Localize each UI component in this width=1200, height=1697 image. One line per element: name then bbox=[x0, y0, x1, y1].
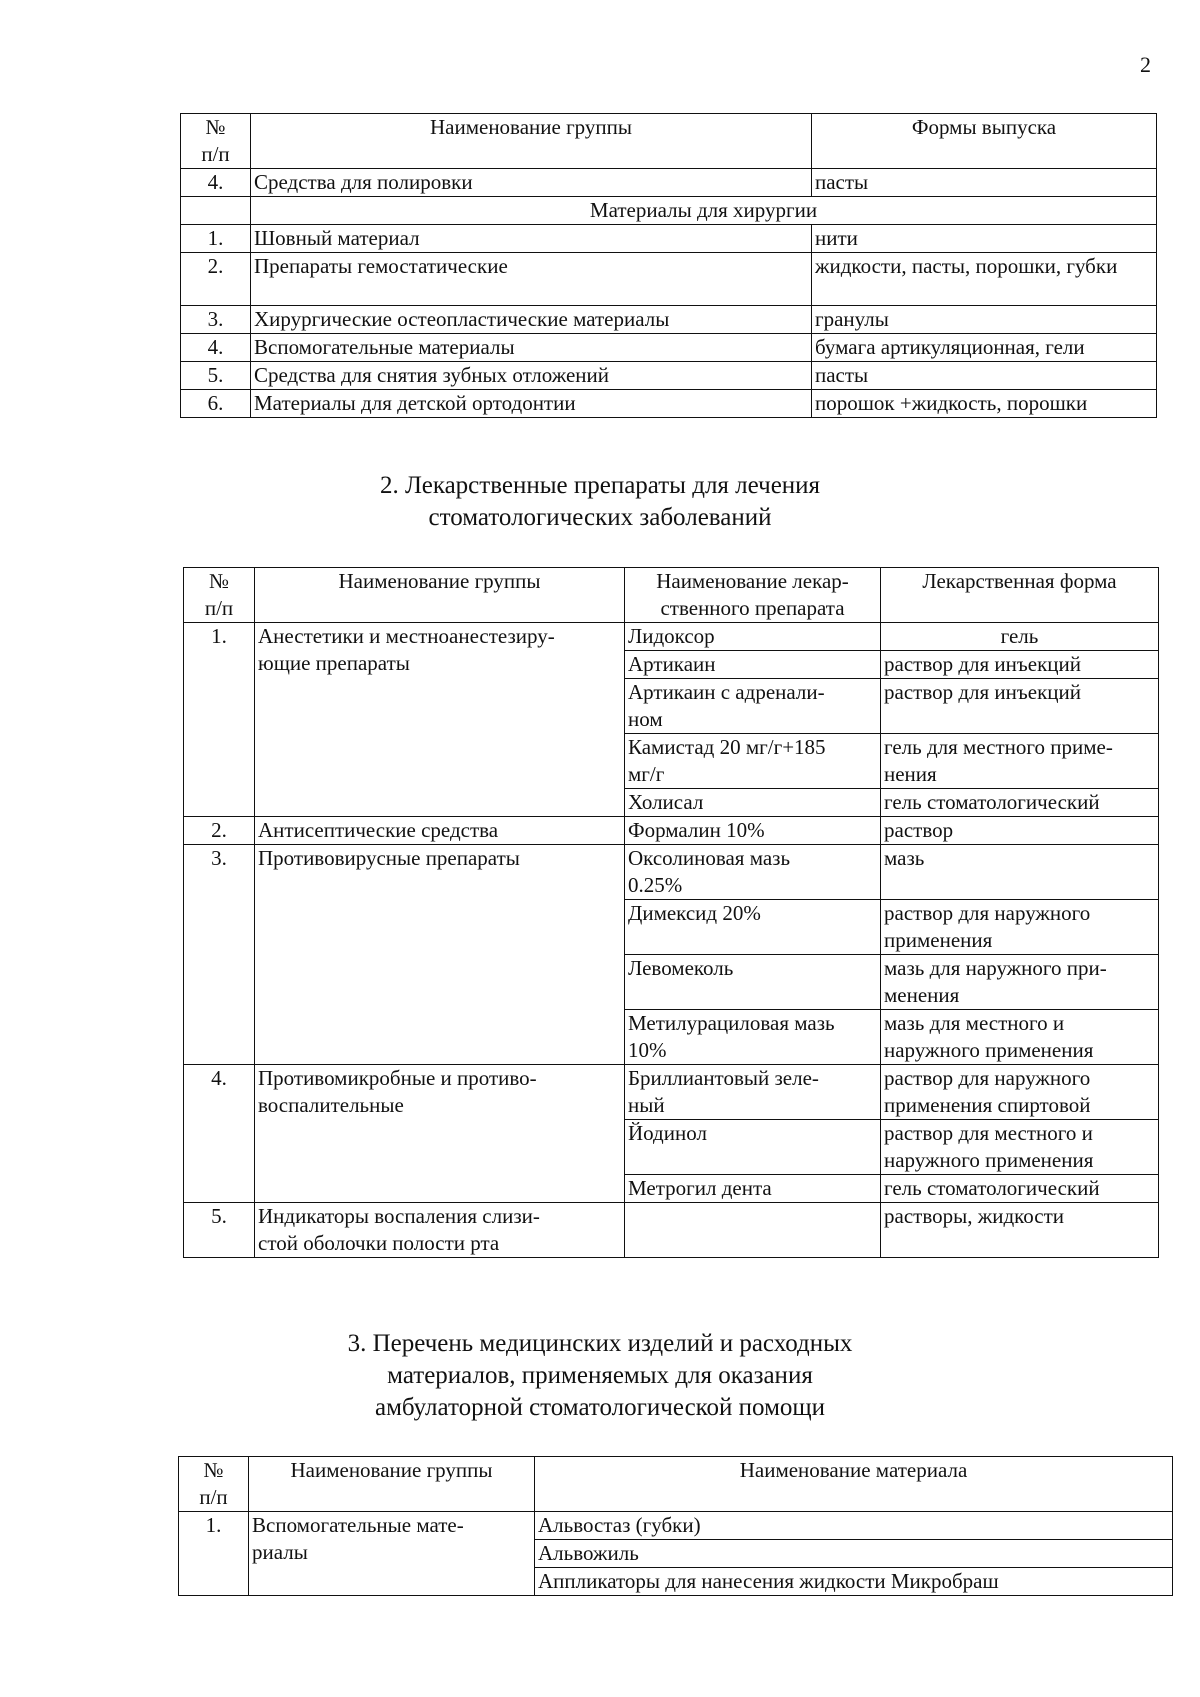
row-number: 5. bbox=[181, 362, 251, 390]
release-form: пасты bbox=[812, 169, 1157, 197]
drug-name: Холисал bbox=[625, 789, 881, 817]
table-header-row bbox=[179, 1457, 1173, 1512]
row-number: 1. bbox=[184, 623, 255, 817]
dosage-form: растворы, жидкости bbox=[881, 1203, 1159, 1258]
row-number: 6. bbox=[181, 390, 251, 418]
table-row bbox=[181, 253, 1157, 306]
table-row bbox=[181, 362, 1157, 390]
row-number: 2. bbox=[184, 817, 255, 845]
dosage-form: гель для местного приме- нения bbox=[881, 734, 1159, 789]
group-name: Противовирусные препараты bbox=[255, 845, 625, 1065]
group-name: Антисептические средства bbox=[255, 817, 625, 845]
drug-name: Камистад 20 мг/г+185 мг/г bbox=[625, 734, 881, 789]
table-row bbox=[181, 390, 1157, 418]
row-number: 3. bbox=[181, 306, 251, 334]
drug-name: Левомеколь bbox=[625, 955, 881, 1010]
group-name: Средства для полировки bbox=[251, 169, 812, 197]
table-row bbox=[184, 1203, 1159, 1258]
drug-name: Лидоксор bbox=[625, 623, 881, 651]
table-row bbox=[181, 169, 1157, 197]
row-number: 4. bbox=[181, 169, 251, 197]
table-row bbox=[184, 623, 1159, 651]
dosage-form: мазь bbox=[881, 845, 1159, 900]
group-name: Хирургические остеопластические материалы bbox=[251, 306, 812, 334]
table-row bbox=[179, 1512, 1173, 1540]
group-name: Средства для снятия зубных отложений bbox=[251, 362, 812, 390]
table-header-row bbox=[181, 114, 1157, 169]
material-name: Аппликаторы для нанесения жидкости Микробраш bbox=[535, 1568, 1173, 1596]
dosage-form: мазь для наружного при- менения bbox=[881, 955, 1159, 1010]
column-header: № п/п bbox=[179, 1457, 249, 1512]
release-form: жидкости, пасты, порошки, губки bbox=[812, 253, 1157, 306]
subheader-spacer bbox=[181, 197, 251, 225]
table-row bbox=[184, 1065, 1159, 1120]
group-name: Материалы для детской ортодонтии bbox=[251, 390, 812, 418]
row-number: 5. bbox=[184, 1203, 255, 1258]
group-name: Индикаторы воспаления слизи- стой оболочки полости рта bbox=[255, 1203, 625, 1258]
dosage-form: гель стоматологический bbox=[881, 1175, 1159, 1203]
drug-name: Оксолиновая мазь 0.25% bbox=[625, 845, 881, 900]
group-name: Противомикробные и противо- воспалительные bbox=[255, 1065, 625, 1203]
table-materials bbox=[178, 1456, 1173, 1596]
column-header: Наименование материала bbox=[535, 1457, 1173, 1512]
row-number: 2. bbox=[181, 253, 251, 306]
dosage-form: мазь для местного и наружного применения bbox=[881, 1010, 1159, 1065]
table-header-row bbox=[184, 568, 1159, 623]
group-name: Вспомогательные мате- риалы bbox=[249, 1512, 535, 1596]
release-form: порошок +жидкость, порошки bbox=[812, 390, 1157, 418]
table-row bbox=[184, 845, 1159, 900]
drug-name: Димексид 20% bbox=[625, 900, 881, 955]
dosage-form: раствор для инъекций bbox=[881, 679, 1159, 734]
group-name: Вспомогательные материалы bbox=[251, 334, 812, 362]
drug-name: Формалин 10% bbox=[625, 817, 881, 845]
dosage-form: раствор для наружного применения спиртовой bbox=[881, 1065, 1159, 1120]
dosage-form: раствор для местного и наружного применения bbox=[881, 1120, 1159, 1175]
column-header: № п/п bbox=[184, 568, 255, 623]
drug-name bbox=[625, 1203, 881, 1258]
column-header: Наименование лекар- ственного препарата bbox=[625, 568, 881, 623]
material-name: Альвостаз (губки) bbox=[535, 1512, 1173, 1540]
column-header: Формы выпуска bbox=[812, 114, 1157, 169]
table-medicines bbox=[183, 567, 1159, 1258]
table-release-forms bbox=[180, 113, 1157, 418]
material-name: Альвожиль bbox=[535, 1540, 1173, 1568]
section-3-title-line3: амбулаторной стоматологической помощи bbox=[374, 1394, 826, 1421]
table-row bbox=[184, 817, 1159, 845]
table-row bbox=[181, 334, 1157, 362]
release-form: гранулы bbox=[812, 306, 1157, 334]
column-header: Наименование группы bbox=[255, 568, 625, 623]
drug-name: Бриллиантовый зеле- ный bbox=[625, 1065, 881, 1120]
row-number: 4. bbox=[184, 1065, 255, 1203]
drug-name: Артикаин bbox=[625, 651, 881, 679]
drug-name: Артикаин с адренали- ном bbox=[625, 679, 881, 734]
dosage-form: гель bbox=[881, 623, 1159, 651]
row-number: 4. bbox=[181, 334, 251, 362]
release-form: бумага артикуляционная, гели bbox=[812, 334, 1157, 362]
section-2-title-line2: стоматологических заболеваний bbox=[428, 504, 772, 531]
column-header: Наименование группы bbox=[249, 1457, 535, 1512]
table-row bbox=[181, 306, 1157, 334]
drug-name: Метилурациловая мазь 10% bbox=[625, 1010, 881, 1065]
drug-name: Метрогил дента bbox=[625, 1175, 881, 1203]
release-form: нити bbox=[812, 225, 1157, 253]
group-name: Препараты гемостатические bbox=[251, 253, 812, 306]
table-subheader-row bbox=[181, 197, 1157, 225]
page-number: 2 bbox=[1140, 52, 1151, 77]
row-number: 3. bbox=[184, 845, 255, 1065]
table-row bbox=[181, 225, 1157, 253]
subheader-surgery: Материалы для хирургии bbox=[251, 197, 1157, 225]
dosage-form: раствор для инъекций bbox=[881, 651, 1159, 679]
column-header: Лекарственная форма bbox=[881, 568, 1159, 623]
column-header: № п/п bbox=[181, 114, 251, 169]
group-name: Анестетики и местноанестезиру- ющие препараты bbox=[255, 623, 625, 817]
section-2-title-line1: 2. Лекарственные препараты для лечения bbox=[379, 472, 821, 499]
release-form: пасты bbox=[812, 362, 1157, 390]
row-number: 1. bbox=[181, 225, 251, 253]
group-name: Шовный материал bbox=[251, 225, 812, 253]
row-number: 1. bbox=[179, 1512, 249, 1596]
section-3-title-line1: 3. Перечень медицинских изделий и расходных bbox=[347, 1330, 853, 1357]
column-header: Наименование группы bbox=[251, 114, 812, 169]
dosage-form: раствор bbox=[881, 817, 1159, 845]
section-3-title-line2: материалов, применяемых для оказания bbox=[387, 1362, 813, 1389]
section-3-title bbox=[0, 1328, 1200, 1424]
dosage-form: гель стоматологический bbox=[881, 789, 1159, 817]
drug-name: Йодинол bbox=[625, 1120, 881, 1175]
dosage-form: раствор для наружного применения bbox=[881, 900, 1159, 955]
section-2-title bbox=[0, 470, 1200, 534]
